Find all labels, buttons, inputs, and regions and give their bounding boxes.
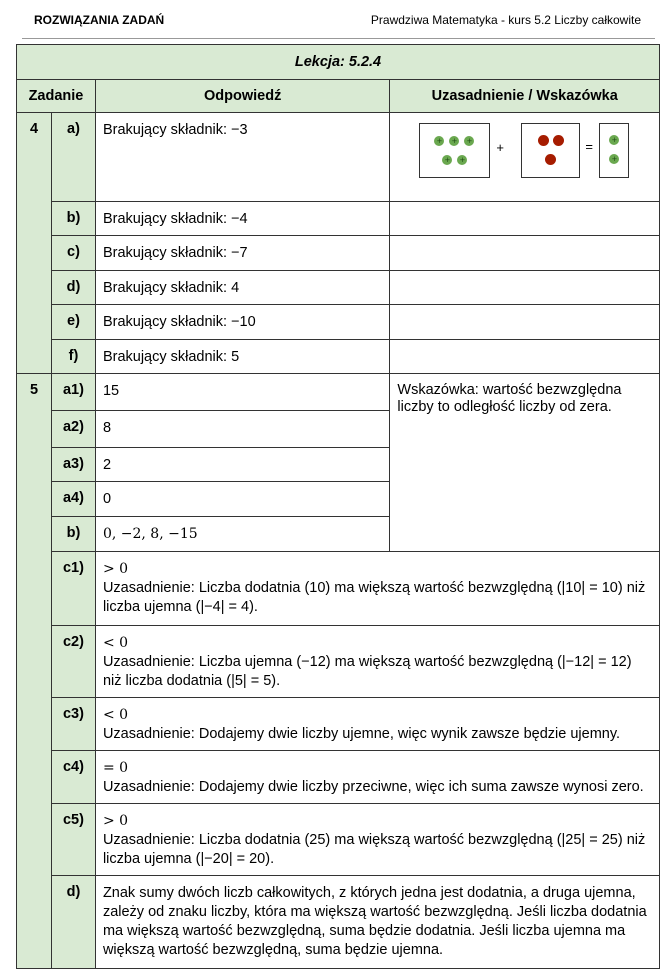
task-label: c3): [51, 698, 95, 751]
task-number-4: 4: [17, 113, 52, 374]
task-label: c5): [51, 804, 95, 876]
comparison-result: > 0: [102, 561, 129, 577]
comparison-answer: [95, 751, 659, 804]
task-answer: Brakujący składnik: 5: [95, 340, 389, 374]
comparison-justification: Uzasadnienie: Liczba ujemna (−12) ma większą wartość bezwzględną (|−12| = 12) niż liczba dodatnia (|5| = 5).: [102, 654, 632, 689]
task-label: c): [51, 236, 95, 271]
tiles-figure: [390, 113, 660, 202]
column-header-task: Zadanie: [17, 80, 96, 113]
task-label: d): [51, 271, 95, 305]
negative-tiles-box: [521, 123, 580, 178]
task-answer: Brakujący składnik: −3: [95, 113, 389, 202]
task-answer: Brakujący składnik: −7: [95, 236, 389, 271]
comparison-justification: Uzasadnienie: Dodajemy dwie liczby przeciwne, więc ich suma zawsze wynosi zero.: [102, 779, 644, 795]
empty-cell: [390, 236, 660, 271]
comparison-justification: Uzasadnienie: Dodajemy dwie liczby ujemne, więc wynik zawsze będzie ujemny.: [102, 726, 621, 742]
positive-tile-icon: +: [449, 136, 459, 146]
task-label: c2): [51, 626, 95, 698]
comparison-answer: [95, 552, 659, 626]
plus-sign: +: [496, 140, 504, 155]
solutions-table: [16, 44, 660, 969]
lesson-title: Lekcja: 5.2.4: [17, 45, 660, 80]
positive-tile-icon: +: [464, 136, 474, 146]
negative-tile-icon: [553, 135, 564, 146]
positive-tile-icon: +: [609, 135, 619, 145]
positive-tiles-box: [419, 123, 490, 178]
column-header-justification: Uzasadnienie / Wskazówka: [390, 80, 660, 113]
positive-tile-icon: +: [609, 154, 619, 164]
task-answer: 2: [95, 448, 389, 482]
comparison-answer: [95, 804, 659, 876]
header-left-title: ROZWIĄZANIA ZADAŃ: [34, 13, 165, 27]
result-tiles-box: [599, 123, 629, 178]
positive-tile-icon: +: [442, 155, 452, 165]
header-divider: [22, 38, 655, 39]
empty-cell: [390, 305, 660, 340]
task-answer: Brakujący składnik: −10: [95, 305, 389, 340]
positive-tile-icon: +: [434, 136, 444, 146]
task-answer: 15: [95, 374, 389, 411]
task-number-5: 5: [17, 374, 52, 969]
comparison-justification: Uzasadnienie: Liczba dodatnia (25) ma większą wartość bezwzględną (|25| = 25) niż liczba ujemna (|−20| = 20).: [102, 832, 646, 867]
positive-tile-icon: +: [457, 155, 467, 165]
comparison-answer: [95, 698, 659, 751]
task-label: c1): [51, 552, 95, 626]
empty-cell: [390, 202, 660, 236]
task-label: a1): [51, 374, 95, 411]
absolute-value-hint: Wskazówka: wartość bezwzględna liczby to odległość liczby od zera.: [390, 374, 660, 552]
task-answer-math: 0, −2, 8, −15: [95, 517, 389, 552]
comparison-result: < 0: [102, 707, 129, 723]
negative-tile-icon: [538, 135, 549, 146]
comparison-result: = 0: [102, 760, 129, 776]
header-right-title: Prawdziwa Matematyka - kurs 5.2 Liczby całkowite: [370, 13, 641, 27]
task-label: b): [51, 202, 95, 236]
comparison-result: < 0: [102, 635, 129, 651]
empty-cell: [390, 340, 660, 374]
negative-tile-icon: [545, 154, 556, 165]
task-label: a2): [51, 411, 95, 448]
task-label: f): [51, 340, 95, 374]
task-answer: 0: [95, 482, 389, 517]
page-header: [0, 0, 671, 40]
comparison-justification: Uzasadnienie: Liczba dodatnia (10) ma większą wartość bezwzględną (|10| = 10) niż liczba ujemna (|−4| = 4).: [102, 580, 646, 615]
task-answer: Brakujący składnik: 4: [95, 271, 389, 305]
task-answer: 8: [95, 411, 389, 448]
task-label: b): [51, 517, 95, 552]
task-label: a): [51, 113, 95, 202]
task-answer: Brakujący składnik: −4: [95, 202, 389, 236]
task-label: a3): [51, 448, 95, 482]
comparison-answer: [95, 626, 659, 698]
equals-sign: =: [585, 139, 593, 154]
sign-rule-answer: Znak sumy dwóch liczb całkowitych, z których jedna jest dodatnia, a druga ujemna, zależy od znaku liczby, która ma większą wartość bezwzględną. Jeśli liczba dodatnia ma większą wartość bezwzględną, suma będzie dodatnia. Jeśli liczba ujemna ma większą wartość bezwzględną, suma będzie ujemna.: [95, 876, 659, 969]
task-label: d): [51, 876, 95, 969]
task-label: e): [51, 305, 95, 340]
task-label: c4): [51, 751, 95, 804]
comparison-result: > 0: [102, 813, 129, 829]
empty-cell: [390, 271, 660, 305]
column-header-answer: Odpowiedź: [95, 80, 389, 113]
task-label: a4): [51, 482, 95, 517]
